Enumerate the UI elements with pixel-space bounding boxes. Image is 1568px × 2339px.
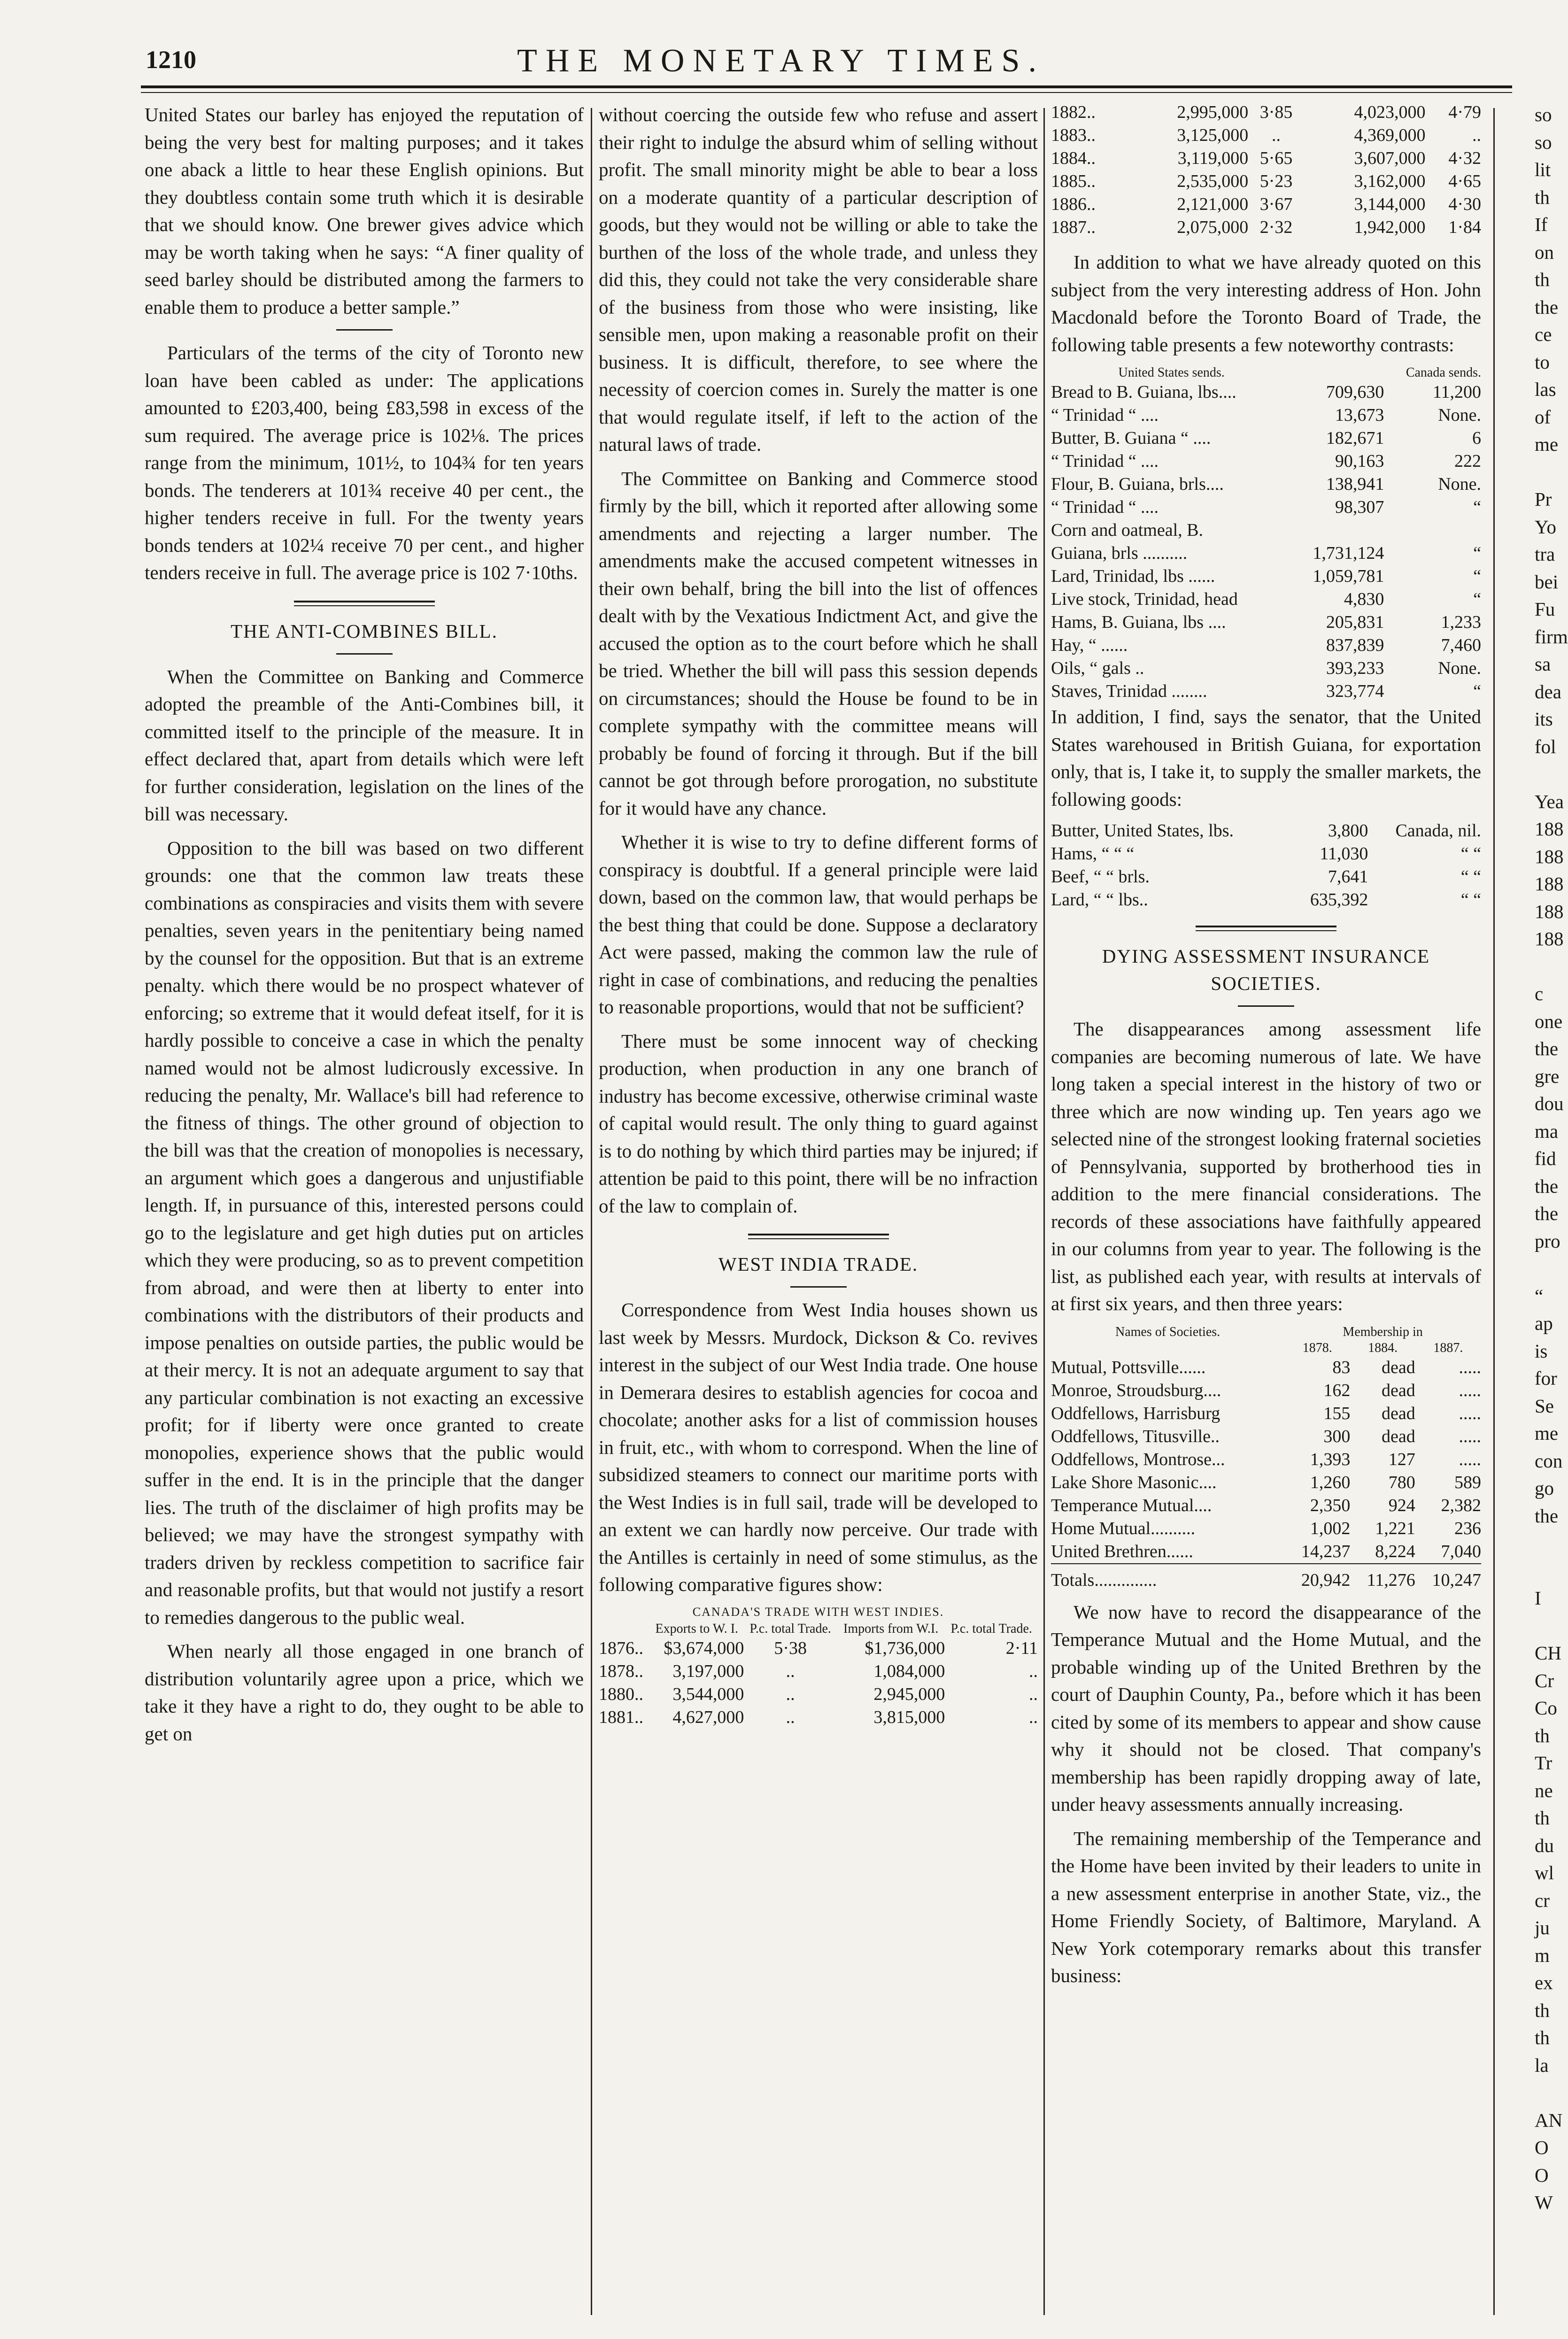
fragment-line: to — [1535, 351, 1550, 373]
societies-table — [1051, 1324, 1481, 1592]
heading-rule — [790, 1286, 847, 1288]
fragment-line: so — [1535, 131, 1552, 153]
page-header — [0, 0, 1562, 113]
fragment-line: th — [1535, 269, 1550, 290]
fragment-line: I — [1535, 1587, 1541, 1609]
table-row: 1884.. 3,119,000 5·65 3,607,000 4·32 — [1051, 148, 1481, 168]
table-row: Hams, “ “ “ 11,030 “ “ — [1051, 844, 1481, 864]
table-row: 1887.. 2,075,000 2·32 1,942,000 1·84 — [1051, 217, 1481, 237]
fragment-line: ce — [1535, 324, 1552, 345]
column-1 — [145, 101, 584, 2327]
column-2 — [599, 101, 1038, 2327]
fragment-line: du — [1535, 1834, 1554, 1856]
table-row: Temperance Mutual.... 2,350 924 2,382 — [1051, 1495, 1481, 1515]
macdonald-paragraph: In addition to what we have already quoted on this subject from the very interesting address of Hon. John Macdonald before the Toronto Board of Trade, the following table presents a few noteworthy contrasts: — [1051, 251, 1481, 355]
trade-table-continued — [1051, 101, 1481, 239]
table-header-row — [1051, 365, 1481, 381]
fragment-line: Se — [1535, 1395, 1554, 1417]
table-row: Lard, Trinidad, lbs ...... 1,059,781 “ — [1051, 566, 1481, 586]
heading-rule — [1238, 1005, 1294, 1007]
table-row: Bread to B. Guiana, lbs.... 709,630 11,200 — [1051, 382, 1481, 402]
fragment-line: AN — [1535, 2109, 1563, 2131]
fragment-line: for — [1535, 1367, 1557, 1389]
fragment-list — [1535, 101, 1568, 2216]
dying-assessment-heading: DYING ASSESSMENT INSURANCE SOCIETIES. — [1102, 945, 1430, 994]
masthead-title: THE MONETARY TIMES. — [517, 43, 1045, 79]
table-header-cell: P.c. total Trade. — [749, 1621, 831, 1636]
fragment-line: wl — [1535, 1862, 1554, 1884]
table-row: Lake Shore Masonic.... 1,260 780 589 — [1051, 1472, 1481, 1492]
dying-assessment-paragraph: The disappearances among assessment life companies are becoming numerous of late. We have long taken a special interest in the history of two or three which are now winding up. Ten years ago we selected nine of the strongest looking fraternal societies of Pennsylvania, supported by brotherhood ties in addition to the mere financial considerations. The records of these associations have faithfully appeared in our columns from year to year. The following is the list, as published each year, with results at intervals of at first six years, and then three years: — [1051, 1018, 1481, 1314]
header-rule — [141, 85, 1512, 88]
section-double-rule — [1196, 926, 1336, 931]
column-3 — [1051, 101, 1481, 2317]
table-row: Oddfellows, Harrisburg 155 dead ..... — [1051, 1403, 1481, 1423]
fragment-line: ap — [1535, 1312, 1553, 1334]
sends-table — [1051, 365, 1481, 703]
page-number: 1210 — [146, 46, 196, 74]
table-row: 1876.. $3,674,000 5·38 $1,736,000 2·11 — [599, 1638, 1038, 1658]
fragment-line: the — [1535, 1505, 1559, 1527]
fragment-line: Fu — [1535, 598, 1555, 620]
fragment-line: Pr — [1535, 488, 1552, 510]
fragment-line: the — [1535, 1175, 1559, 1197]
table-row: “ Trinidad “ .... 13,673 None. — [1051, 405, 1481, 425]
fragment-line: its — [1535, 708, 1553, 730]
table-header-cell: United States sends. — [1118, 365, 1225, 380]
fragment-line: bei — [1535, 571, 1559, 593]
fragment-line — [1535, 2079, 1562, 2107]
table-header-cell: Membership in — [1343, 1324, 1423, 1339]
fragment-line: sa — [1535, 653, 1551, 675]
fragment-line: ma — [1535, 1120, 1559, 1142]
table-row: Butter, United States, lbs. 3,800 Canada, nil. — [1051, 821, 1481, 841]
fragment-line: th — [1535, 1999, 1550, 2021]
fragment-line: the — [1535, 1038, 1559, 1059]
table-row: Hay, “ ...... 837,839 7,460 — [1051, 635, 1481, 655]
fragment-line — [1535, 1612, 1562, 1640]
barley-paragraph: United States our barley has enjoyed the reputation of being the very best for malting purposes; and it takes one aback a little to hear these English opinions. But they doubtless contain some truth which it is desirable that we should know. One brewer gives advice which may be worth taking when he says: “A finer quality of seed barley should be distributed among the farmers to enable them to produce a better sample.” — [145, 104, 584, 318]
table-row: 1878.. 3,197,000 .. 1,084,000 .. — [599, 1661, 1038, 1681]
fragment-line: me — [1535, 433, 1559, 455]
fragment-line: dea — [1535, 680, 1561, 702]
fragment-line: so — [1535, 104, 1552, 125]
fragment-line: fol — [1535, 735, 1556, 757]
table-header-cell: Canada sends. — [1406, 365, 1481, 380]
table-header-cell: 1878. — [1302, 1340, 1332, 1355]
table-header-cell: Names of Societies. — [1115, 1324, 1220, 1339]
remaining-membership-paragraph: The remaining membership of the Temperance and the Home have been invited by their leaders to unite in a new assessment enterprise in another State, viz., the Home Friendly Society, of Baltimore, Maryland. A New York cotemporary remarks about this transfer business: — [1051, 1827, 1481, 1986]
fragment-line: on — [1535, 241, 1554, 263]
fragment-line: con — [1535, 1450, 1563, 1472]
table-total-row: Totals.............. 20,942 11,276 10,247 — [1051, 1564, 1481, 1592]
fragment-line: me — [1535, 1422, 1559, 1444]
table-row: Oils, “ gals .. 393,233 None. — [1051, 658, 1481, 678]
trade-table — [599, 1621, 1038, 1729]
fragment-line — [1535, 760, 1562, 788]
fragment-line: Tr — [1535, 1752, 1553, 1774]
fragment-line: la — [1535, 2054, 1549, 2076]
toronto-loan-paragraph: Particulars of the terms of the city of Toronto new loan have been cabled as under: The applications amounted to £203,400, being £83,598 in excess of the sum required. The average price is 102⅛. The prices range from the minimum, 101½, to 104¾ for ten years bonds. The tenderers at 101¾ receive 40 per cent., the higher tenders receive in full. For the twenty years bonds tenders at 102¼ receive 70 per cent., and higher tenders receive in full. The average price is 102 7·10ths. — [145, 342, 584, 583]
fragment-line: one — [1535, 1010, 1563, 1032]
committee-paragraph: The Committee on Banking and Commerce stood firmly by the bill, which it reported after allowing some amendments and rejecting a larger number. The amendments make the accused competent witnesses in their own behalf, bring the bill into the list of offences dealt with by the Vexatious Indictment Act, and give the accused the option as to the court before which he shall be tried. Whether the bill will pass this session depends on circumstances; should the House be found to be in complete sympathy with the committee means will probably be found of forcing it through. But if the bill cannot be got through before prorogation, no substitute for it would have any chance. — [599, 467, 1038, 819]
fragment-line: th — [1535, 1807, 1550, 1829]
fragment-line: CH — [1535, 1642, 1561, 1664]
fragment-line: 188 — [1535, 873, 1564, 895]
fragment-line: Yea — [1535, 790, 1564, 812]
fragment-line: Co — [1535, 1697, 1557, 1719]
table-row: Mutual, Pottsville...... 83 dead ..... — [1051, 1357, 1481, 1377]
conspiracy-paragraph: Whether it is wise to try to define different forms of conspiracy is doubtful. If a general principle were laid down, based on the common law, that would perhaps be the best thing that could be done. Suppose a declaratory Act were passed, making the common law the rule of right in case of combinations, and reducing the penalties to reasonable proportions, would that not be sufficient? — [599, 831, 1038, 1018]
anti-combines-paragraph-2: Opposition to the bill was based on two different grounds: one that the common law treats these combinations as conspiracies and visits them with severe penalties, seven years in the penitentiary being named by the counsel for the opposition. But that is an extreme penalty. which there would be no prospect whatever of enforcing; so extreme that it would defeat itself, for it is hardly possible to conceive a case in which the penalty named would not be almost ludicrously excessive. In reducing the penalty, Mr. Wallace's bill had reference to the fitness of things. The other ground of objection to the bill was that the creation of monopolies is necessary, an argument which goes a dangerous and unjustifiable length. If, in pursuance of this, interested persons could go to the legislature and get high duties put on articles which they were producing, so as to prevent competition from abroad, and were then at liberty to enter into combinations with the distributors of their products and impose penalties on outside parties, the public would be at their mercy. It is not an adequate argument to say that any particular combination is not exacting an excessive profit; for if liberty were once granted to create monopolies, experience shows that the public would suffer in the end. It is in the principle that the danger lies. The truth of the disclaimer of high profits may be believed; we may have the strongest sympathy with traders driven by reckless competition to sacrifice fair and reasonable profits, but that would not justify a resort to remedies dangerous to the public weal. — [145, 837, 584, 1628]
fragment-line — [1535, 458, 1562, 486]
table-row: Flour, B. Guiana, brls.... 138,941 None. — [1051, 474, 1481, 494]
fragment-line: Yo — [1535, 516, 1557, 538]
fragment-line: O — [1535, 2137, 1549, 2158]
table-row: Staves, Trinidad ........ 323,774 “ — [1051, 681, 1481, 701]
fragment-line: 188 — [1535, 845, 1564, 867]
table-header-cell: P.c. total Trade. — [950, 1621, 1032, 1636]
table-row: Butter, B. Guiana “ .... 182,671 6 — [1051, 428, 1481, 448]
table-header-row — [1051, 1340, 1481, 1356]
fragment-line: 188 — [1535, 900, 1564, 922]
table-row: Live stock, Trinidad, head 4,830 “ — [1051, 589, 1481, 609]
fragment-line: th — [1535, 1724, 1550, 1746]
anti-combines-paragraph-1: When the Committee on Banking and Commerce adopted the preamble of the Anti-Combines bill, it committed itself to the principle of the measure. It in effect declared that, apart from details which were left for further consideration, legislation on the lines of the bill was necessary. — [145, 665, 584, 825]
column-divider — [1493, 108, 1495, 2315]
fragment-line: dou — [1535, 1093, 1564, 1114]
anti-combines-heading: THE ANTI-COMBINES BILL. — [231, 620, 498, 642]
table-row: Home Mutual.......... 1,002 1,221 236 — [1051, 1518, 1481, 1538]
fragment-line — [1535, 1557, 1562, 1585]
fragment-line: c — [1535, 983, 1544, 1004]
fragment-line: W — [1535, 2192, 1553, 2213]
anti-combines-continued: without coercing the outside few who refuse and assert their right to indulge the absurd whim of selling without profit. The small minority might be able to bear a loss on a moderate quantity of a particular description of goods, but they would not be willing or able to take the burthen of the loss of the whole trade, and unless they did this, they could not take the very considerable share of the business from those who were insisting, like sensible men, upon making a reasonable profit on their business. It is difficult, therefore, to see where the necessity of coercion comes in. Surely the matter is one that would regulate itself, if left to the action of the natural laws of trade. — [599, 104, 1038, 455]
table-header-cell: Exports to W. I. — [655, 1621, 739, 1636]
column-4-fragment — [1535, 101, 1568, 2327]
fragment-line: gre — [1535, 1065, 1560, 1087]
fragment-line: ne — [1535, 1779, 1553, 1801]
table-row: Monroe, Stroudsburg.... 162 dead ..... — [1051, 1380, 1481, 1400]
table-row: “ Trinidad “ .... 98,307 “ — [1051, 497, 1481, 517]
table-header-cell: 1887. — [1433, 1340, 1463, 1355]
fragment-line: is — [1535, 1340, 1548, 1362]
fragment-line: m — [1535, 1944, 1550, 1966]
fragment-line: 188 — [1535, 928, 1564, 949]
column-divider — [591, 108, 592, 2315]
table-header-cell: Imports from W.I. — [843, 1621, 939, 1636]
trade-table-caption: CANADA'S TRADE WITH WEST INDIES. — [692, 1605, 944, 1619]
production-paragraph: There must be some innocent way of checking production, when production in any one branch of industry has become excessive, otherwise criminal waste of capital would result. The only thing to guard against is to do nothing by which third parties may be injured; if attention be paid to this point, there will be no infraction of the law to complain of. — [599, 1030, 1038, 1217]
table-row: Hams, B. Guiana, lbs .... 205,831 1,233 — [1051, 612, 1481, 632]
senator-paragraph: In addition, I find, says the senator, that the United States warehoused in British Guiana, for exportation only, that is, I take it, to supply the smaller markets, the following goods: — [1051, 706, 1481, 810]
fragment-line: go — [1535, 1477, 1554, 1499]
table-row: 1886.. 2,121,000 3·67 3,144,000 4·30 — [1051, 194, 1481, 214]
header-rule-thin — [141, 92, 1512, 93]
table-row: Guiana, brls .......... 1,731,124 “ — [1051, 543, 1481, 563]
fragment-line: If — [1535, 214, 1548, 235]
fragment-line: cr — [1535, 1889, 1550, 1911]
table-row: 1880.. 3,544,000 .. 2,945,000 .. — [599, 1684, 1038, 1704]
fragment-line: the — [1535, 1203, 1559, 1224]
fragment-line: ju — [1535, 1917, 1550, 1938]
table-row: 1883.. 3,125,000 .. 4,369,000 .. — [1051, 125, 1481, 145]
table-row: United Brethren...... 14,237 8,224 7,040 — [1051, 1541, 1481, 1561]
fragment-line: fid — [1535, 1148, 1556, 1169]
table-row: 1881.. 4,627,000 .. 3,815,000 .. — [599, 1707, 1038, 1727]
fragment-line: firm — [1535, 625, 1568, 648]
fragment-line — [1535, 1529, 1562, 1557]
fragment-line: O — [1535, 2164, 1549, 2186]
fragment-line: “ — [1535, 1285, 1544, 1307]
fragment-line: 188 — [1535, 818, 1564, 840]
fragment-line: th — [1535, 2027, 1550, 2048]
table-row: Oddfellows, Montrose... 1,393 127 ..... — [1051, 1449, 1481, 1469]
section-double-rule — [294, 601, 435, 606]
heading-rule — [336, 653, 393, 655]
fragment-line: las — [1535, 378, 1556, 400]
table-row: Corn and oatmeal, B. — [1051, 520, 1203, 540]
table-row: 1882.. 2,995,000 3·85 4,023,000 4·79 — [1051, 102, 1481, 122]
section-double-rule — [748, 1234, 889, 1239]
west-india-heading: WEST INDIA TRADE. — [718, 1253, 919, 1275]
warehouse-table — [1051, 819, 1481, 911]
fragment-line: of — [1535, 406, 1551, 428]
west-india-paragraph: Correspondence from West India houses shown us last week by Messrs. Murdock, Dickson & Co. revives interest in the subject of our West India trade. One house in Demerara desires to establish agencies for cocoa and chocolate; another asks for a list of commission houses in fruit, etc., with whom to correspond. When the line of subsidized steamers to connect our maritime ports with the West Indies is in full sail, trade will be developed to an extent we can hardly now perceive. Our trade with the Antilles is certainly in need of some stimulus, as the following comparative figures show: — [599, 1299, 1038, 1595]
table-row: 1885.. 2,535,000 5·23 3,162,000 4·65 — [1051, 171, 1481, 191]
fragment-line: the — [1535, 296, 1559, 318]
column-divider — [1043, 108, 1045, 2315]
table-header-row — [1051, 1324, 1481, 1340]
fragment-line: Cr — [1535, 1669, 1554, 1691]
anti-combines-paragraph-3: When nearly all those engaged in one branch of distribution voluntarily agree upon a price, which we take it they have a right to do, they ought to be able to get on — [145, 1640, 584, 1745]
table-row: Beef, “ “ brls. 7,641 “ “ — [1051, 867, 1481, 887]
table-header-cell: 1884. — [1368, 1340, 1398, 1355]
fragment-line: pro — [1535, 1230, 1560, 1252]
fragment-line: th — [1535, 186, 1550, 208]
section-rule — [336, 329, 393, 331]
fragment-line — [1535, 1255, 1562, 1282]
fragment-line: ex — [1535, 1972, 1553, 1993]
table-header-row — [599, 1621, 1038, 1637]
fragment-line: tra — [1535, 543, 1555, 565]
table-row: Lard, “ “ lbs.. 635,392 “ “ — [1051, 890, 1481, 910]
fragment-line — [1535, 953, 1562, 980]
fragment-line: lit — [1535, 159, 1551, 180]
table-row: “ Trinidad “ .... 90,163 222 — [1051, 451, 1481, 471]
table-row: Oddfellows, Titusville.. 300 dead ..... — [1051, 1426, 1481, 1446]
disappearance-paragraph: We now have to record the disappearance of the Temperance Mutual and the Home Mutual, and the probable winding up of the United Brethren by the court of Dauphin County, Pa., before which it has been cited by some of its members to appear and show cause why it should not be closed. That company's membership has been rapidly dropping away of late, under heavy assessments annually increasing. — [1051, 1601, 1481, 1815]
